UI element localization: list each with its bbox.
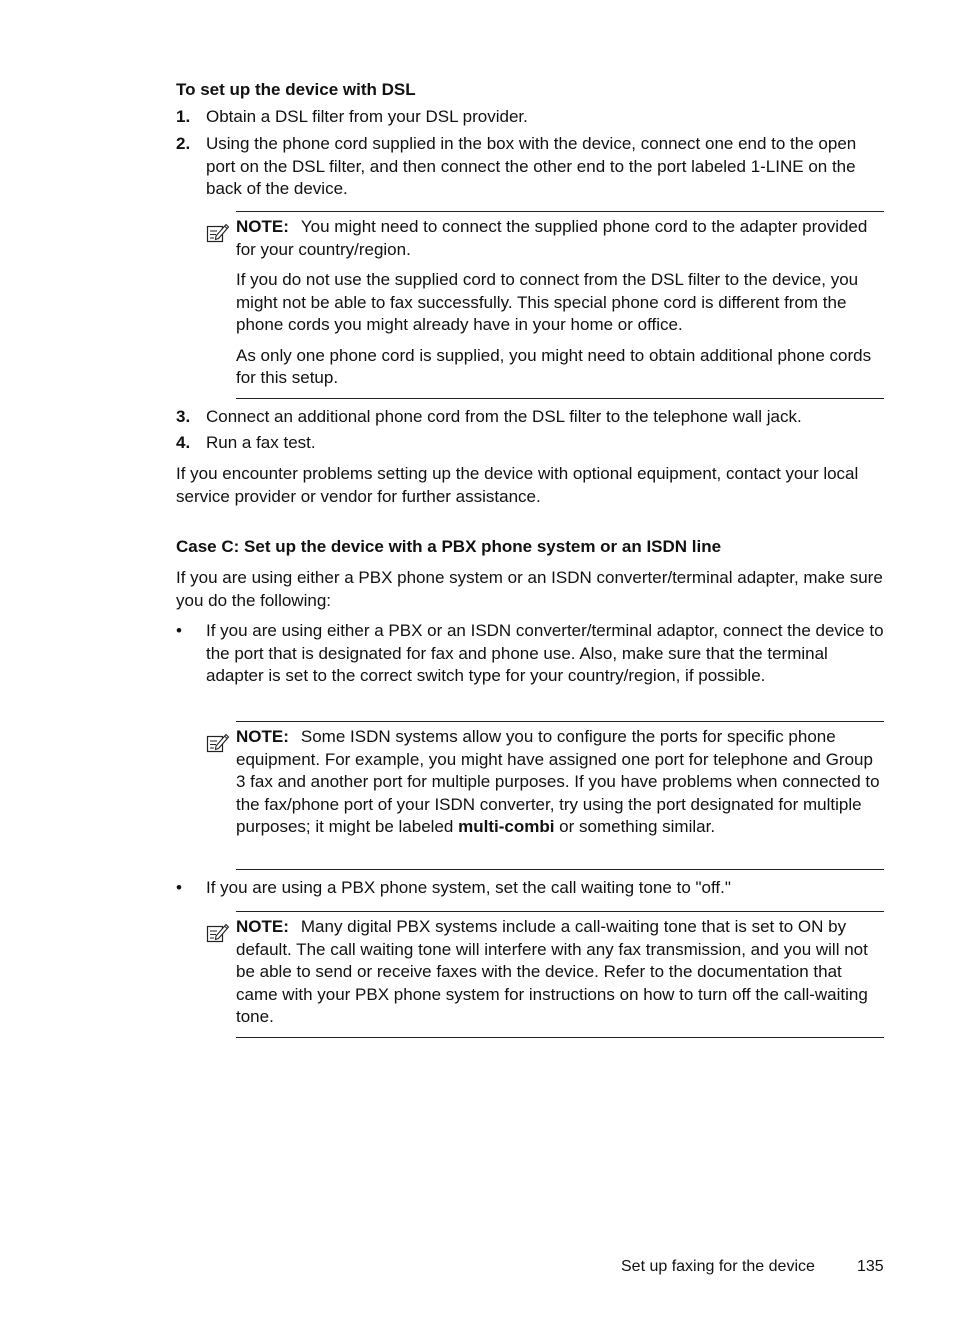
note-paragraph: If you do not use the supplied cord to connect from the DSL filter to the device, you might not be able to fax successfully. This special phone cord is different from the phone cords you might already have in your home or office. bbox=[236, 270, 859, 334]
note-text: Many digital PBX systems include a call-waiting tone that is set to ON by default. The call waiting tone will interfere with any fax transmission, and you will not be able to send or receive faxes with the device. Refer to the documentation that came with your PBX phone system for instructions on how to turn off the call-waiting tone. bbox=[236, 917, 868, 1026]
note-paragraph bbox=[236, 916, 884, 1029]
port-label-bold: multi-combi bbox=[458, 817, 555, 836]
bullet-marker: • bbox=[176, 621, 182, 640]
footer-section-title: Set up faxing for the device bbox=[621, 1258, 815, 1275]
case-c-intro: If you are using either a PBX phone system or an ISDN converter/terminal adapter, make sure you do the following: bbox=[176, 568, 883, 610]
step-number: 3. bbox=[176, 407, 191, 426]
note-paragraph: As only one phone cord is supplied, you might need to obtain additional phone cords for this setup. bbox=[236, 345, 872, 387]
note-text: You might need to connect the supplied phone cord to the adapter provided for your country/region. bbox=[236, 217, 868, 259]
note-text-end: or something similar. bbox=[554, 817, 716, 836]
note-pencil-icon bbox=[206, 922, 230, 944]
note-label: NOTE: bbox=[236, 727, 289, 746]
note-bottom-rule bbox=[236, 398, 884, 399]
case-c-bullet-2 bbox=[176, 877, 884, 900]
case-c-bullet-1 bbox=[176, 620, 884, 688]
bullet-text: If you are using either a PBX or an ISDN converter/terminal adaptor, connect the device to the port that is designated for fax and phone use. Also, make sure that the terminal adapter is set to the correct switch type for your country/region, if possible. bbox=[206, 621, 884, 685]
bullet-text: If you are using a PBX phone system, set the call waiting tone to "off." bbox=[206, 878, 731, 897]
dsl-step-3 bbox=[176, 406, 884, 429]
case-c-heading: Case C: Set up the device with a PBX phone system or an ISDN line bbox=[176, 537, 722, 556]
isdn-note bbox=[206, 721, 884, 870]
step-text: Run a fax test. bbox=[206, 433, 316, 452]
page-number: 135 bbox=[857, 1258, 884, 1275]
note-bottom-rule bbox=[236, 869, 884, 870]
note-label: NOTE: bbox=[236, 917, 289, 936]
note-text: Some ISDN systems allow you to configure the ports for specific phone equipment. For example, you might have assigned one port for telephone and Group 3 fax and another port for multiple purposes. If you have problems when connected to the fax/phone port of your ISDN converter, try using the port designated for multiple purposes; it might be labeled bbox=[236, 727, 880, 836]
note-top-rule bbox=[236, 211, 884, 212]
dsl-note bbox=[206, 211, 884, 399]
step-text: Obtain a DSL filter from your DSL provider. bbox=[206, 107, 528, 126]
step-number: 2. bbox=[176, 134, 191, 153]
dsl-step-2 bbox=[176, 133, 884, 201]
dsl-step-1 bbox=[176, 106, 884, 129]
bullet-marker: • bbox=[176, 878, 182, 897]
step-text: Connect an additional phone cord from the DSL filter to the telephone wall jack. bbox=[206, 407, 802, 426]
note-pencil-icon bbox=[206, 732, 230, 754]
dsl-after-paragraph: If you encounter problems setting up the device with optional equipment, contact your local service provider or vendor for further assistance. bbox=[176, 464, 859, 506]
note-top-rule bbox=[236, 911, 884, 912]
note-label: NOTE: bbox=[236, 217, 289, 236]
note-bottom-rule bbox=[236, 1037, 884, 1038]
note-paragraph bbox=[236, 216, 884, 261]
step-text: Using the phone cord supplied in the box with the device, connect one end to the open port on the DSL filter, and then connect the other end to the port labeled 1-LINE on the back of the device. bbox=[206, 134, 857, 198]
dsl-step-4 bbox=[176, 432, 884, 455]
dsl-setup-heading: To set up the device with DSL bbox=[176, 80, 416, 99]
note-top-rule bbox=[236, 721, 884, 722]
note-pencil-icon bbox=[206, 222, 230, 244]
note-paragraph bbox=[236, 726, 884, 839]
step-number: 4. bbox=[176, 433, 191, 452]
step-number: 1. bbox=[176, 107, 191, 126]
pbx-note bbox=[206, 911, 884, 1038]
